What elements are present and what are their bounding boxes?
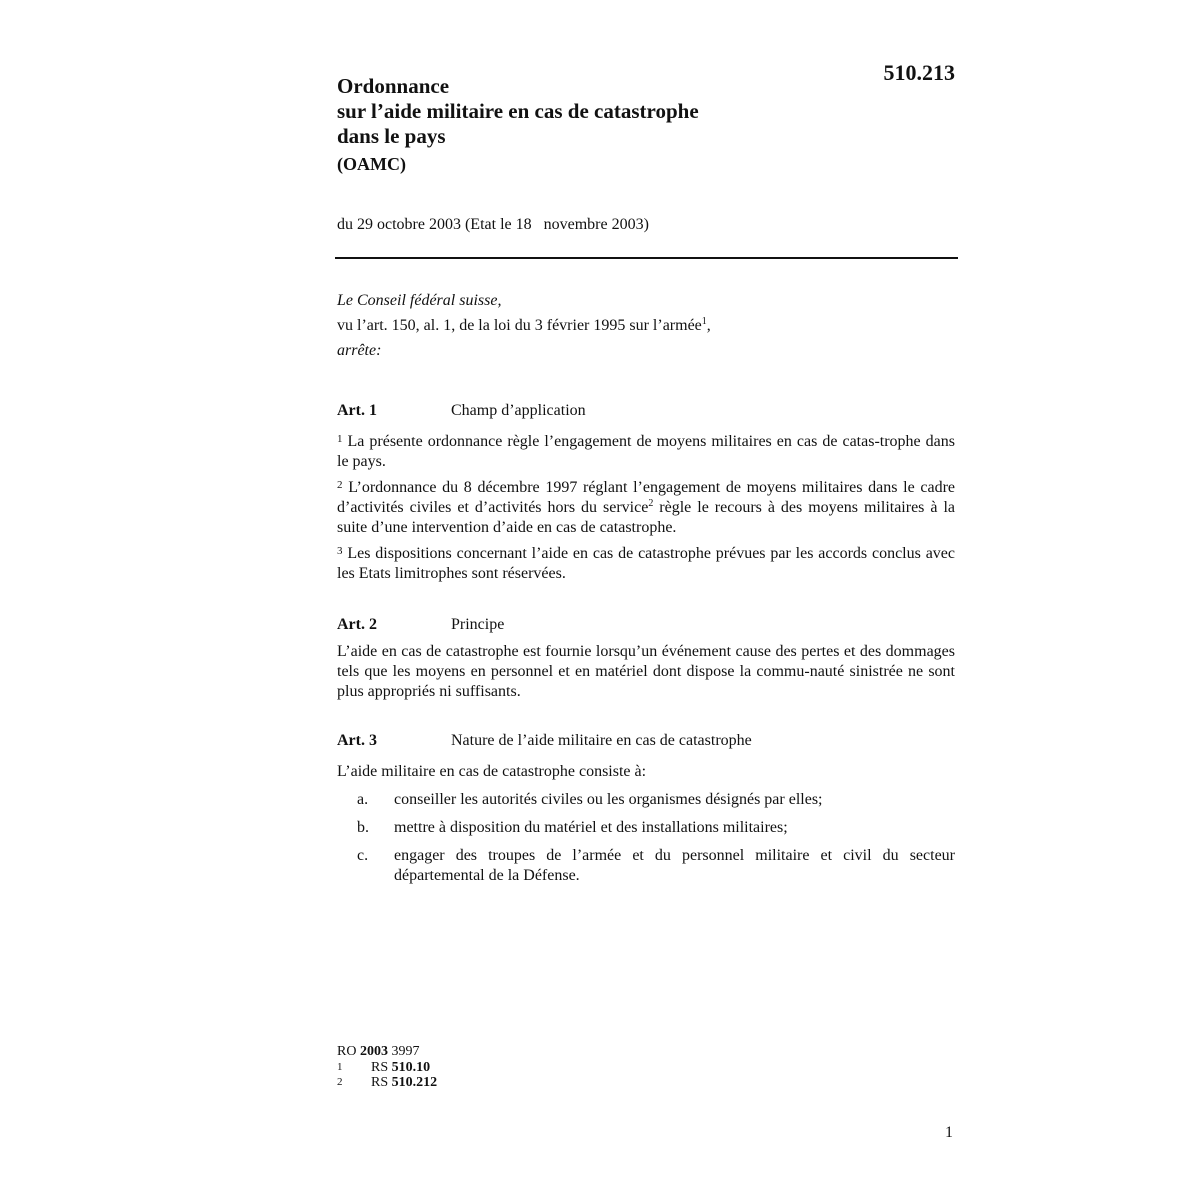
paragraph-text: Les dispositions concernant l’aide en cas de catastrophe prévues par les accords conclus avec les Etats limitrophes sont réservées. <box>337 545 956 582</box>
article-1-paragraph-1 <box>337 432 955 472</box>
list-item-a <box>337 790 955 810</box>
article-2-heading <box>337 616 955 640</box>
list-item-b <box>337 818 955 838</box>
footnote-prefix: RS <box>371 1060 392 1075</box>
ro-year: 2003 <box>359 1044 388 1059</box>
list-letter: c. <box>357 847 369 864</box>
footnote-text <box>371 1060 430 1075</box>
ro-prefix: RO <box>337 1044 360 1059</box>
list-text: engager des troupes de l’armée et du personnel militaire et civil du secteur départemental de la Défense. <box>394 847 955 884</box>
paragraph-mark: 2 <box>337 479 343 491</box>
article-1 <box>337 402 955 584</box>
paragraph-text-before: L’ordonnance du 8 décembre 1997 réglant l’engagement de moyens militaires dans le cadre d’activités civiles et d’activités hors du service <box>337 479 956 516</box>
article-3 <box>337 732 955 886</box>
article-3-intro: L’aide militaire en cas de catastrophe consiste à: <box>337 763 647 780</box>
header-divider <box>335 257 958 259</box>
article-1-paragraph-3 <box>337 544 955 584</box>
preamble <box>337 288 957 363</box>
title-abbreviation: (OAMC) <box>337 154 406 174</box>
article-1-paragraph-2 <box>337 478 955 538</box>
footnote-ref[interactable]: 510.212 <box>391 1075 438 1090</box>
footnote-2 <box>337 1075 437 1090</box>
footnote-mark: 1 <box>337 1061 343 1073</box>
footnote-ref[interactable]: 510.10 <box>391 1060 431 1075</box>
preamble-authority: Le Conseil fédéral suisse, <box>337 292 502 309</box>
article-1-title: Champ d’application <box>451 402 586 419</box>
list-item-c <box>337 846 955 886</box>
article-2 <box>337 616 955 702</box>
preamble-basis-end: , <box>706 317 711 334</box>
footnote-ref-1[interactable]: 1 <box>701 316 707 327</box>
footnote-1 <box>337 1060 437 1075</box>
preamble-decree: arrête: <box>337 342 382 359</box>
footnote-ref-2[interactable]: 2 <box>648 498 654 509</box>
page-number: 1 <box>945 1124 953 1141</box>
article-3-heading <box>337 732 955 756</box>
article-2-title: Principe <box>451 616 505 633</box>
article-1-number: Art. 1 <box>337 402 377 419</box>
title-line-3: dans le pays <box>337 124 446 148</box>
article-1-heading <box>337 402 955 426</box>
footnote-text <box>371 1075 437 1090</box>
footnotes <box>337 1044 437 1090</box>
ro-page: 3997 <box>387 1044 420 1059</box>
document-title <box>337 74 897 149</box>
article-3-title: Nature de l’aide militaire en cas de catastrophe <box>451 732 752 749</box>
list-letter: a. <box>357 791 369 808</box>
ro-reference <box>337 1044 437 1060</box>
article-2-number: Art. 2 <box>337 616 377 633</box>
paragraph-mark: 1 <box>337 433 343 445</box>
preamble-basis-text: vu l’art. 150, al. 1, de la loi du 3 février 1995 sur l’armée <box>337 317 702 334</box>
sr-number: 510.213 <box>883 60 955 85</box>
paragraph-text-after: règle le recours à des moyens militaires à la suite d’une intervention d’aide en cas de catastrophe. <box>337 499 956 536</box>
title-line-1: Ordonnance <box>337 74 450 98</box>
list-text: conseiller les autorités civiles ou les organismes désignés par elles; <box>394 791 823 808</box>
title-line-2: sur l’aide militaire en cas de catastrophe <box>337 99 699 123</box>
article-3-number: Art. 3 <box>337 732 377 749</box>
footnote-prefix: RS <box>371 1075 392 1090</box>
list-text: mettre à disposition du matériel et des installations militaires; <box>394 819 788 836</box>
article-2-text: L’aide en cas de catastrophe est fournie lorsqu’un événement cause des pertes et des dommages tels que les moyens en personnel et en matériel dont dispose la commu-nauté sinistrée ne sont plus appropriés ni suffisants. <box>337 643 955 700</box>
paragraph-text: La présente ordonnance règle l’engagement de moyens militaires en cas de catas-trophe dans le pays. <box>337 433 955 470</box>
footnote-mark: 2 <box>337 1076 343 1088</box>
date-line: du 29 octobre 2003 (Etat le 18 novembre 2003) <box>337 216 649 233</box>
list-letter: b. <box>357 819 369 836</box>
preamble-basis <box>337 313 957 338</box>
paragraph-mark: 3 <box>337 545 343 557</box>
